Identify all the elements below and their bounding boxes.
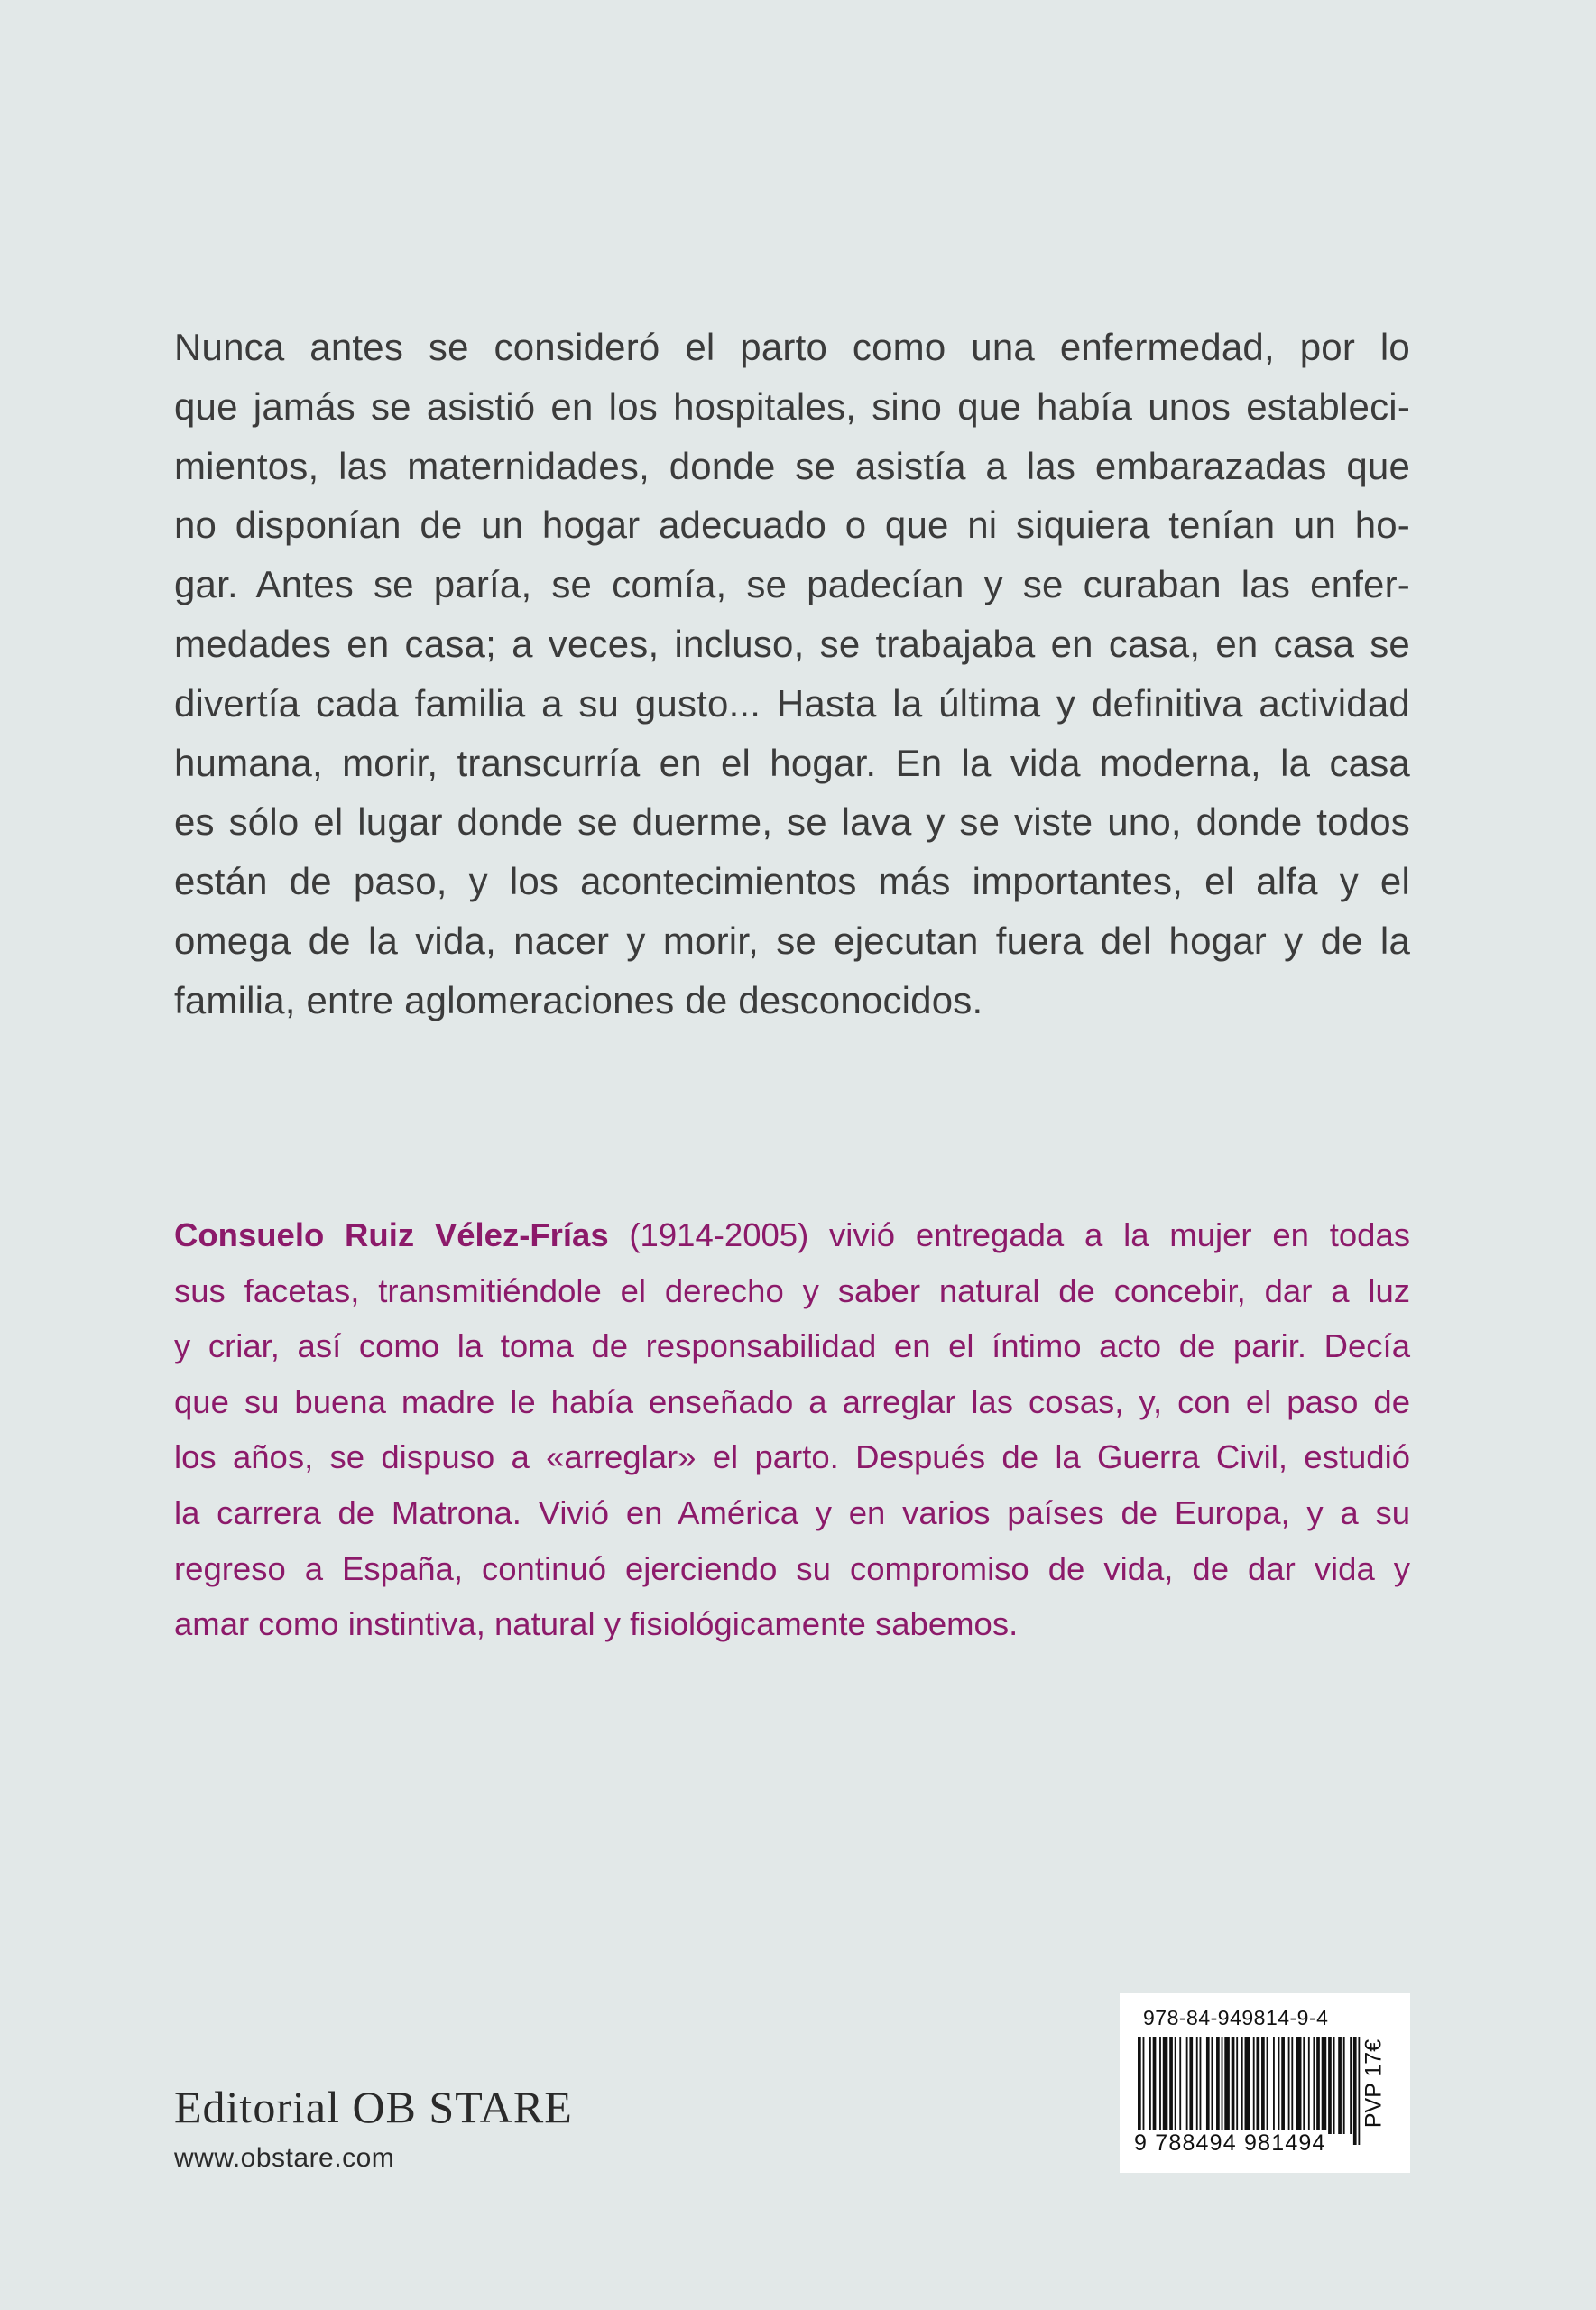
barcode-bar — [1358, 2037, 1360, 2145]
bio-line: y criar, así como la toma de responsabilidad en el íntimo acto de parir. Decía — [174, 1327, 1410, 1365]
barcode-bar — [1138, 2037, 1141, 2145]
barcode-bar — [1222, 2037, 1223, 2134]
barcode-bar — [1333, 2037, 1335, 2134]
barcode-bar — [1159, 2037, 1161, 2134]
bio-line-rest: (1914-2005) vivió entregada a la mujer en todas — [608, 1216, 1411, 1253]
barcode-bar — [1143, 2037, 1145, 2145]
isbn-number: 978-84-949814-9-4 — [1143, 2006, 1329, 2029]
blurb-line: gar. Antes se paría, se comía, se padecían y se curaban las enfer- — [174, 563, 1410, 606]
barcode-image — [1138, 2037, 1363, 2145]
author-bio — [174, 1207, 1410, 1652]
barcode-bar — [1149, 2037, 1151, 2134]
barcode-bar — [1200, 2037, 1202, 2134]
publisher-website: www.obstare.com — [174, 2143, 395, 2173]
blurb-line: Nunca antes se consideró el parto como una enfermedad, por lo — [174, 326, 1410, 368]
barcode-bar — [1216, 2037, 1220, 2134]
bio-line: los años, se dispuso a «arreglar» el parto. Después de la Guerra Civil, estudió — [174, 1438, 1410, 1476]
blurb-line: es sólo el lugar donde se duerme, se lava y se viste uno, donde todos — [174, 800, 1410, 844]
barcode-bar — [1211, 2037, 1213, 2134]
barcode-bar — [1163, 2037, 1168, 2134]
barcode-bar — [1186, 2037, 1188, 2134]
barcode-bar — [1313, 2037, 1315, 2134]
author-name: Consuelo Ruiz Vélez-Frías — [174, 1216, 609, 1253]
barcode-bar — [1245, 2037, 1250, 2134]
publisher-name: Editorial OB STARE — [174, 2082, 573, 2132]
bio-first-line — [174, 1207, 1410, 1263]
price-label: PVP 17€ — [1361, 2038, 1387, 2129]
bio-line: regreso a España, continuó ejerciendo su compromiso de vida, de dar vida y — [174, 1549, 1410, 1587]
barcode-bar — [1175, 2037, 1176, 2134]
barcode-bar — [1196, 2037, 1198, 2134]
blurb-line: divertía cada familia a su gusto... Hasta la última y definitiva actividad — [174, 681, 1410, 725]
barcode-bar — [1256, 2037, 1259, 2145]
barcode-bar — [1261, 2037, 1265, 2134]
blurb-line: humana, morir, transcurría en el hogar. En la vida moderna, la casa — [174, 741, 1410, 784]
bio-line: amar como instintiva, natural y fisiológicamente sabemos. — [174, 1605, 1019, 1643]
barcode-bar — [1267, 2037, 1268, 2134]
barcode-bar — [1278, 2037, 1280, 2134]
barcode-bar — [1316, 2037, 1320, 2134]
barcode-bar — [1350, 2037, 1352, 2134]
barcode-bar — [1291, 2037, 1293, 2134]
barcode-bar — [1322, 2037, 1327, 2134]
bio-line: sus facetas, transmitiéndole el derecho y saber natural de concebir, dar a luz — [174, 1271, 1410, 1309]
barcode-bar — [1236, 2037, 1238, 2134]
barcode-bar — [1303, 2037, 1305, 2134]
blurb-line: omega de la vida, nacer y morir, se ejecutan fuera del hogar y de la — [174, 919, 1410, 962]
barcode-bar — [1241, 2037, 1243, 2134]
blurb-line: mientos, las maternidades, donde se asistía a las embarazadas que — [174, 444, 1410, 487]
barcode-bar — [1206, 2037, 1210, 2134]
barcode-bar — [1179, 2037, 1181, 2134]
barcode-panel — [1120, 1993, 1410, 2173]
barcode-bar — [1169, 2037, 1173, 2134]
barcode-bar — [1189, 2037, 1193, 2134]
barcode-bar — [1288, 2037, 1290, 2134]
barcode-bar — [1224, 2037, 1230, 2134]
blurb-line: están de paso, y los acontecimientos más importantes, el alfa y el — [174, 860, 1410, 903]
barcode-bar — [1328, 2037, 1332, 2134]
blurb-line: familia, entre aglomeraciones de desconocidos. — [174, 978, 983, 1021]
barcode-bar — [1281, 2037, 1285, 2134]
barcode-bar — [1343, 2037, 1345, 2134]
barcode-bar — [1273, 2037, 1275, 2134]
blurb-line: no disponían de un hogar adecuado o que ni siquiera tenían un ho- — [174, 504, 1410, 547]
bio-line: que su buena madre le había enseñado a arreglar las cosas, y, con el paso de — [174, 1382, 1410, 1420]
blurb-paragraph — [174, 318, 1410, 1030]
barcode-bar — [1308, 2037, 1310, 2134]
barcode-digits: 9 788494 981494 — [1134, 2130, 1326, 2156]
blurb-line: medades en casa; a veces, incluso, se trabajaba en casa, en casa se — [174, 622, 1410, 665]
barcode-bar — [1232, 2037, 1235, 2134]
barcode-bar — [1153, 2037, 1157, 2134]
barcode-bar — [1353, 2037, 1357, 2145]
blurb-line: que jamás se asistió en los hospitales, sino que había unos estableci- — [174, 384, 1410, 428]
barcode-bar — [1253, 2037, 1255, 2145]
barcode-bar — [1296, 2037, 1302, 2134]
bio-line: la carrera de Matrona. Vivió en América y en varios países de Europa, y a su — [174, 1493, 1410, 1531]
barcode-bar — [1338, 2037, 1342, 2134]
